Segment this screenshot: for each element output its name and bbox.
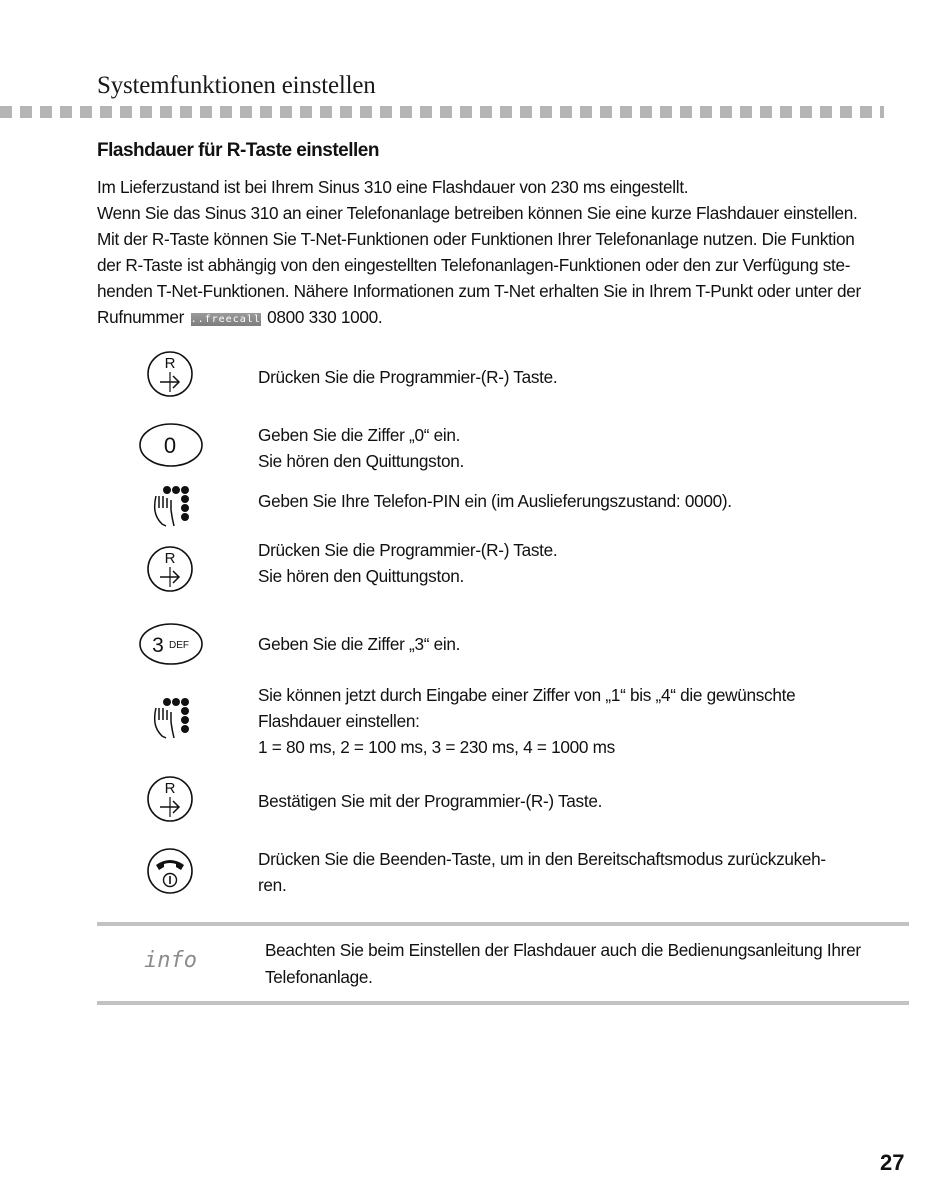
- r-key-label: R: [164, 550, 176, 567]
- step-line: Drücken Sie die Beenden-Taste, um in den Bereitschaftsmodus zurückzukeh-: [258, 849, 826, 869]
- step-line: 1 = 80 ms, 2 = 100 ms, 3 = 230 ms, 4 = 1000 ms: [258, 737, 615, 757]
- info-line: Telefonanlage.: [265, 967, 373, 987]
- step-text: [258, 537, 868, 589]
- keypad-entry-icon: [150, 484, 192, 528]
- step-text: [258, 788, 868, 814]
- step-text: [258, 422, 868, 474]
- r-key-icon: [146, 350, 194, 398]
- intro-paragraph: [97, 174, 912, 330]
- step-text: [258, 846, 868, 898]
- step-text: [258, 488, 868, 514]
- page-number: 27: [880, 1150, 905, 1175]
- zero-key-icon: [138, 422, 204, 468]
- step-line: Drücken Sie die Programmier-(R-) Taste.: [258, 540, 558, 560]
- chapter-title: Systemfunktionen einstellen: [97, 72, 376, 99]
- keypad-entry-icon: [150, 696, 192, 740]
- step-line: Geben Sie die Ziffer „0“ ein.: [258, 425, 461, 445]
- step-line: Drücken Sie die Programmier-(R-) Taste.: [258, 367, 558, 387]
- step-line: ren.: [258, 875, 287, 895]
- step-text: [258, 682, 868, 760]
- freecall-badge: ..freecall: [190, 314, 261, 325]
- intro-line: henden T-Net-Funktionen. Nähere Informationen zum T-Net erhalten Sie in Ihrem T-Punkt oder unter der: [97, 281, 861, 301]
- intro-line: Im Lieferzustand ist bei Ihrem Sinus 310 eine Flashdauer von 230 ms eingestellt.: [97, 177, 689, 197]
- step-line: Bestätigen Sie mit der Programmier-(R-) Taste.: [258, 791, 603, 811]
- r-key-label: R: [164, 780, 176, 797]
- rufnummer-label: Rufnummer: [97, 307, 185, 327]
- step-line: Sie können jetzt durch Eingabe einer Ziffer von „1“ bis „4“ die gewünschte: [258, 685, 796, 705]
- step-line: Sie hören den Quittungston.: [258, 451, 464, 471]
- info-text: [265, 937, 905, 991]
- section-heading: Flashdauer für R-Taste einstellen: [97, 140, 379, 161]
- three-def-key-icon: [138, 622, 204, 666]
- info-line: Beachten Sie beim Einstellen der Flashdauer auch die Bedienungsanleitung Ihrer: [265, 940, 861, 960]
- info-top-rule: [97, 922, 909, 926]
- r-key-label: R: [164, 355, 176, 372]
- info-label: info: [144, 948, 197, 973]
- r-key-icon: [146, 545, 194, 593]
- three-key-digit: 3: [152, 634, 164, 657]
- step-text: [258, 631, 868, 657]
- info-bottom-rule: [97, 1001, 909, 1005]
- freecall-number: 0800 330 1000.: [267, 307, 383, 327]
- step-line: Geben Sie die Ziffer „3“ ein.: [258, 634, 461, 654]
- end-call-key-icon: [146, 847, 194, 895]
- intro-line: Mit der R-Taste können Sie T-Net-Funktionen oder Funktionen Ihrer Telefonanlage nutzen. Die Funktion: [97, 229, 855, 249]
- intro-line: der R-Taste ist abhängig von den eingestellten Telefonanlagen-Funktionen oder den zur Verfügung ste-: [97, 255, 851, 275]
- intro-line: Wenn Sie das Sinus 310 an einer Telefonanlage betreiben können Sie eine kurze Flashdauer einstellen.: [97, 203, 858, 223]
- intro-line: [97, 304, 912, 330]
- r-key-icon: [146, 775, 194, 823]
- step-line: Flashdauer einstellen:: [258, 711, 420, 731]
- zero-key-label: 0: [163, 433, 177, 458]
- three-key-letters: DEF: [169, 640, 189, 651]
- step-line: Geben Sie Ihre Telefon-PIN ein (im Auslieferungszustand: 0000).: [258, 491, 732, 511]
- step-line: Sie hören den Quittungston.: [258, 566, 464, 586]
- step-text: [258, 364, 868, 390]
- dotted-divider: [0, 106, 884, 118]
